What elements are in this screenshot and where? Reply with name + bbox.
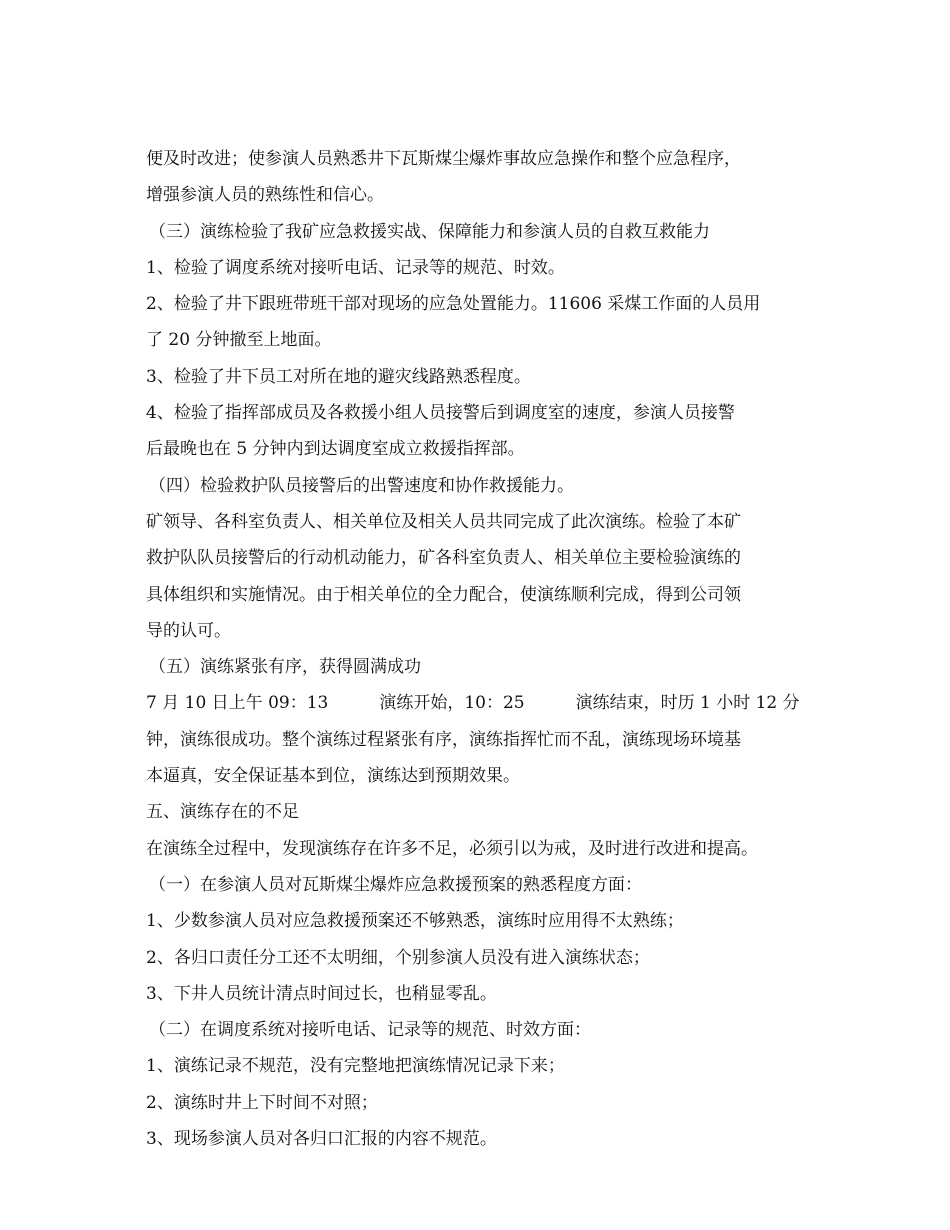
- list-item: 2、各归口责任分工还不太明细，个别参演人员没有进入演练状态；: [146, 947, 650, 968]
- list-item: 4、检验了指挥部成员及各救援小组人员接警后到调度室的速度，参演人员接警: [146, 403, 735, 424]
- list-item: 2、检验了井下跟班带班干部对现场的应急处置能力。11606 采煤工作面的人员用: [146, 294, 761, 315]
- text-line: 后最晚也在 5 分钟内到达调度室成立救援指挥部。: [146, 439, 525, 460]
- section-heading: （二）在调度系统对接听电话、记录等的规范、时效方面：: [149, 1020, 591, 1041]
- text-line: 了 20 分钟撤至上地面。: [146, 330, 332, 351]
- list-item: 3、下井人员统计清点时间过长，也稍显零乱。: [146, 983, 497, 1004]
- text-line: 救护队队员接警后的行动机动能力，矿各科室负责人、相关单位主要检验演练的: [146, 548, 741, 569]
- section-heading: （四）检验救护队员接警后的出警速度和协作救援能力。: [149, 475, 574, 496]
- chapter-heading: 五、演练存在的不足: [146, 802, 299, 823]
- list-item: 3、检验了井下员工对所在地的避灾线路熟悉程度。: [146, 366, 531, 387]
- text-line: 7 月 10 日上午 09：13 演练开始，10：25 演练结束，时历 1 小时 12 分: [146, 693, 800, 714]
- text-line: 在演练全过程中，发现演练存在许多不足，必须引以为戒，及时进行改进和提高。: [146, 838, 758, 859]
- section-heading: （五）演练紧张有序，获得圆满成功: [149, 657, 421, 678]
- text-line: 具体组织和实施情况。由于相关单位的全力配合，使演练顺利完成，得到公司领: [146, 584, 741, 605]
- list-item: 3、现场参演人员对各归口汇报的内容不规范。: [146, 1129, 497, 1150]
- text-line: 导的认可。: [146, 620, 231, 641]
- section-heading: （一）在参演人员对瓦斯煤尘爆炸应急救援预案的熟悉程度方面：: [149, 874, 642, 895]
- text-line: 矿领导、各科室负责人、相关单位及相关人员共同完成了此次演练。检验了本矿: [146, 511, 741, 532]
- list-item: 1、检验了调度系统对接听电话、记录等的规范、时效。: [146, 257, 565, 278]
- text-line: 增强参演人员的熟练性和信心。: [146, 185, 384, 206]
- document-body: [146, 141, 826, 1157]
- text-line: 钟，演练很成功。整个演练过程紧张有序，演练指挥忙而不乱，演练现场环境基: [146, 729, 741, 750]
- list-item: 2、演练时井上下时间不对照；: [146, 1092, 378, 1113]
- list-item: 1、演练记录不规范，没有完整地把演练情况记录下来；: [146, 1056, 565, 1077]
- text-line: 本逼真，安全保证基本到位，演练达到预期效果。: [146, 766, 520, 787]
- section-heading: （三）演练检验了我矿应急救援实战、保障能力和参演人员的自救互救能力: [149, 221, 710, 242]
- text-line: 便及时改进；使参演人员熟悉井下瓦斯煤尘爆炸事故应急操作和整个应急程序，: [146, 149, 741, 169]
- list-item: 1、少数参演人员对应急救援预案还不够熟悉，演练时应用得不太熟练；: [146, 911, 684, 932]
